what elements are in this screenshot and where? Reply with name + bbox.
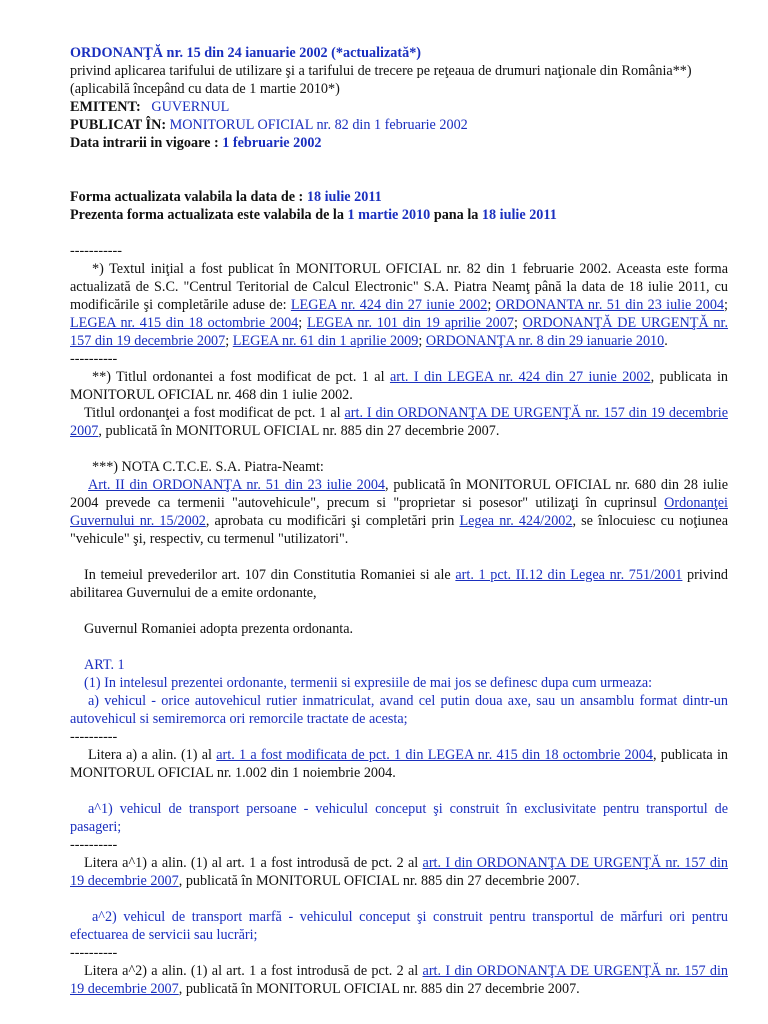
link-art-i-legea-424[interactable]: art. I din LEGEA nr. 424 din 27 iunie 2002	[389, 369, 651, 385]
link-legea-61[interactable]: LEGEA nr. 61 din 1 aprilie 2009	[232, 333, 419, 349]
document-subtitle: privind aplicarea tarifului de utilizare şi a tarifului de trecere pe reţeaua de drumuri naţionale din România**)	[70, 63, 692, 79]
emitent-value: GUVERNUL	[151, 99, 230, 115]
link-art-i-oug-157-a2[interactable]: art. I din ORDONANŢA DE URGENŢĂ nr. 157 din 19 decembrie 2007	[70, 963, 728, 997]
link-oug-157[interactable]: ORDONANŢĂ DE URGENŢĂ nr. 157 din 19 decembrie 2007	[70, 315, 729, 349]
link-legea-424[interactable]: LEGEA nr. 424 din 27 iunie 2002	[290, 297, 488, 313]
publicat-line: PUBLICAT ÎN: MONITORUL OFICIAL nr. 82 din 1 februarie 2002	[70, 117, 468, 133]
link-ordonanta-8[interactable]: ORDONANŢA nr. 8 din 29 ianuarie 2010	[425, 333, 665, 349]
art-1-alin-1: (1) In intelesul prezentei ordonante, termenii si expresiile de mai jos se definesc dupa cum urmeaza:	[84, 675, 653, 691]
emitent-line: EMITENT: GUVERNUL	[70, 99, 230, 115]
separator: -----------	[70, 243, 122, 259]
art-1-heading: ART. 1	[84, 657, 125, 673]
note-lit-a2: Litera a^2) a alin. (1) al art. 1 a fost introdusă de pct. 2 al art. I din ORDONANŢA DE URGENŢĂ nr. 157 din 19 decembrie 2007, publicată în MONITORUL OFICIAL nr. 885 din 27 decembrie 2007.	[70, 963, 728, 997]
art-1-lit-a2: a^2) vehicul de transport marfă - vehiculul conceput şi construit pentru transportul de mărfuri ori pentru efectuarea de servicii sau lucrări;	[70, 909, 728, 943]
adopta-paragraph: Guvernul Romaniei adopta prezenta ordonanta.	[84, 621, 354, 637]
link-art-i-oug-157[interactable]: art. I din ORDONANŢA DE URGENŢĂ nr. 157 din 19 decembrie 2007	[70, 405, 728, 439]
note-lit-a: Litera a) a alin. (1) al art. 1 a fost modificata de pct. 1 din LEGEA nr. 415 din 18 octombrie 2004, publicata in MONITORUL OFICIAL nr. 1.002 din 1 noiembrie 2004.	[70, 747, 728, 781]
note-1: *) Textul iniţial a fost publicat în MONITORUL OFICIAL nr. 82 din 1 februarie 2002. Aceasta este forma actualizată de S.C. "Centrul Teritorial de Calcul Electronic" S.A. Piatra Neamţ până la data de 18 iulie 2011, cu modificările şi completările aduse de: LEGEA nr. 424 din 27 iunie 2002; ORDONANTA nr. 51 din 23 iulie 2004; LEGEA nr. 415 din 18 octombrie 2004; LEGEA nr. 101 din 19 aprilie 2007; ORDONANŢĂ DE URGENŢĂ nr. 157 din 19 decembrie 2007; LEGEA nr. 61 din 1 aprilie 2009; ORDONANŢA nr. 8 din 29 ianuarie 2010.	[70, 261, 729, 349]
document-title: ORDONANŢĂ nr. 15 din 24 ianuarie 2002 (*actualizată*)	[70, 45, 422, 61]
note-lit-a1: Litera a^1) a alin. (1) al art. 1 a fost introdusă de pct. 2 al art. I din ORDONANŢA DE URGENŢĂ nr. 157 din 19 decembrie 2007, publicată în MONITORUL OFICIAL nr. 885 din 27 decembrie 2007.	[70, 855, 728, 889]
art-1-lit-a1: a^1) vehicul de transport persoane - vehiculul conceput şi construit în exclusivitate pentru transportul de pasageri;	[70, 801, 728, 835]
forma-line-2: Prezenta forma actualizata este valabila de la 1 martie 2010 pana la 18 iulie 2011	[70, 207, 557, 223]
temei-paragraph: In temeiul prevederilor art. 107 din Constitutia Romaniei si ale art. 1 pct. II.12 din Legea nr. 751/2001 privind abilitarea Guvernului de a emite ordonante,	[70, 567, 729, 601]
note-3-heading: ***) NOTA C.T.C.E. S.A. Piatra-Neamt:	[92, 459, 324, 475]
link-legea-751[interactable]: art. 1 pct. II.12 din Legea nr. 751/2001	[455, 567, 683, 583]
forma-line-1: Forma actualizata valabila la data de : 18 iulie 2011	[70, 189, 382, 205]
link-legea-415[interactable]: LEGEA nr. 415 din 18 octombrie 2004	[70, 315, 299, 331]
separator: ----------	[70, 837, 118, 853]
intrare-line: Data intrarii in vigoare : 1 februarie 2002	[70, 135, 322, 151]
applicable-note: (aplicabilă începând cu data de 1 martie 2010*)	[70, 81, 340, 97]
link-art-i-oug-157-a1[interactable]: art. I din ORDONANŢA DE URGENŢĂ nr. 157 din 19 decembrie 2007	[70, 855, 728, 889]
note-2-p2: Titlul ordonanţei a fost modificat de pct. 1 al art. I din ORDONANŢA DE URGENŢĂ nr. 157 din 19 decembrie 2007, publicată în MONITORUL OFICIAL nr. 885 din 27 decembrie 2007.	[70, 405, 728, 439]
publicat-value: MONITORUL OFICIAL nr. 82 din 1 februarie 2002	[169, 117, 468, 133]
separator: ----------	[70, 351, 118, 367]
note-2-p1: **) Titlul ordonantei a fost modificat de pct. 1 al art. I din LEGEA nr. 424 din 27 iunie 2002, publicata in MONITORUL OFICIAL nr. 468 din 1 iulie 2002.	[70, 369, 728, 403]
link-art-ii-ordonanta-51[interactable]: Art. II din ORDONANŢA nr. 51 din 23 iulie 2004	[88, 477, 386, 493]
link-legea-101[interactable]: LEGEA nr. 101 din 19 aprilie 2007	[306, 315, 514, 331]
intrare-value: 1 februarie 2002	[222, 135, 322, 151]
separator: ----------	[70, 945, 118, 961]
art-1-lit-a: a) vehicul - orice autovehicul rutier inmatriculat, avand cel putin doua axe, sau un ansamblu format dintr-un autovehicul si semiremorca ori remorcile tractate de acesta;	[70, 693, 728, 727]
link-legea-424-2002[interactable]: Legea nr. 424/2002	[459, 513, 573, 529]
link-ordonanta-51[interactable]: ORDONANTA nr. 51 din 23 iulie 2004	[495, 297, 725, 313]
separator: ----------	[70, 729, 118, 745]
note-3-body: Art. II din ORDONANŢA nr. 51 din 23 iulie 2004, publicată în MONITORUL OFICIAL nr. 680 din 28 iulie 2004 prevede ca termenii "autovehicule", precum si "proprietar si posesor" utilizaţi în cuprinsul Ordonanţei Guvernului nr. 15/2002, aprobata cu modificări şi completări prin Legea nr. 424/2002, se înlocuiesc cu noţiunea "vehicule" şi, respectiv, cu termenul "utilizatori".	[70, 477, 728, 547]
link-og-15-2002[interactable]: Ordonanţei Guvernului nr. 15/2002	[70, 495, 728, 529]
link-art-1-legea-415[interactable]: art. 1 a fost modificata de pct. 1 din LEGEA nr. 415 din 18 octombrie 2004	[216, 747, 653, 763]
